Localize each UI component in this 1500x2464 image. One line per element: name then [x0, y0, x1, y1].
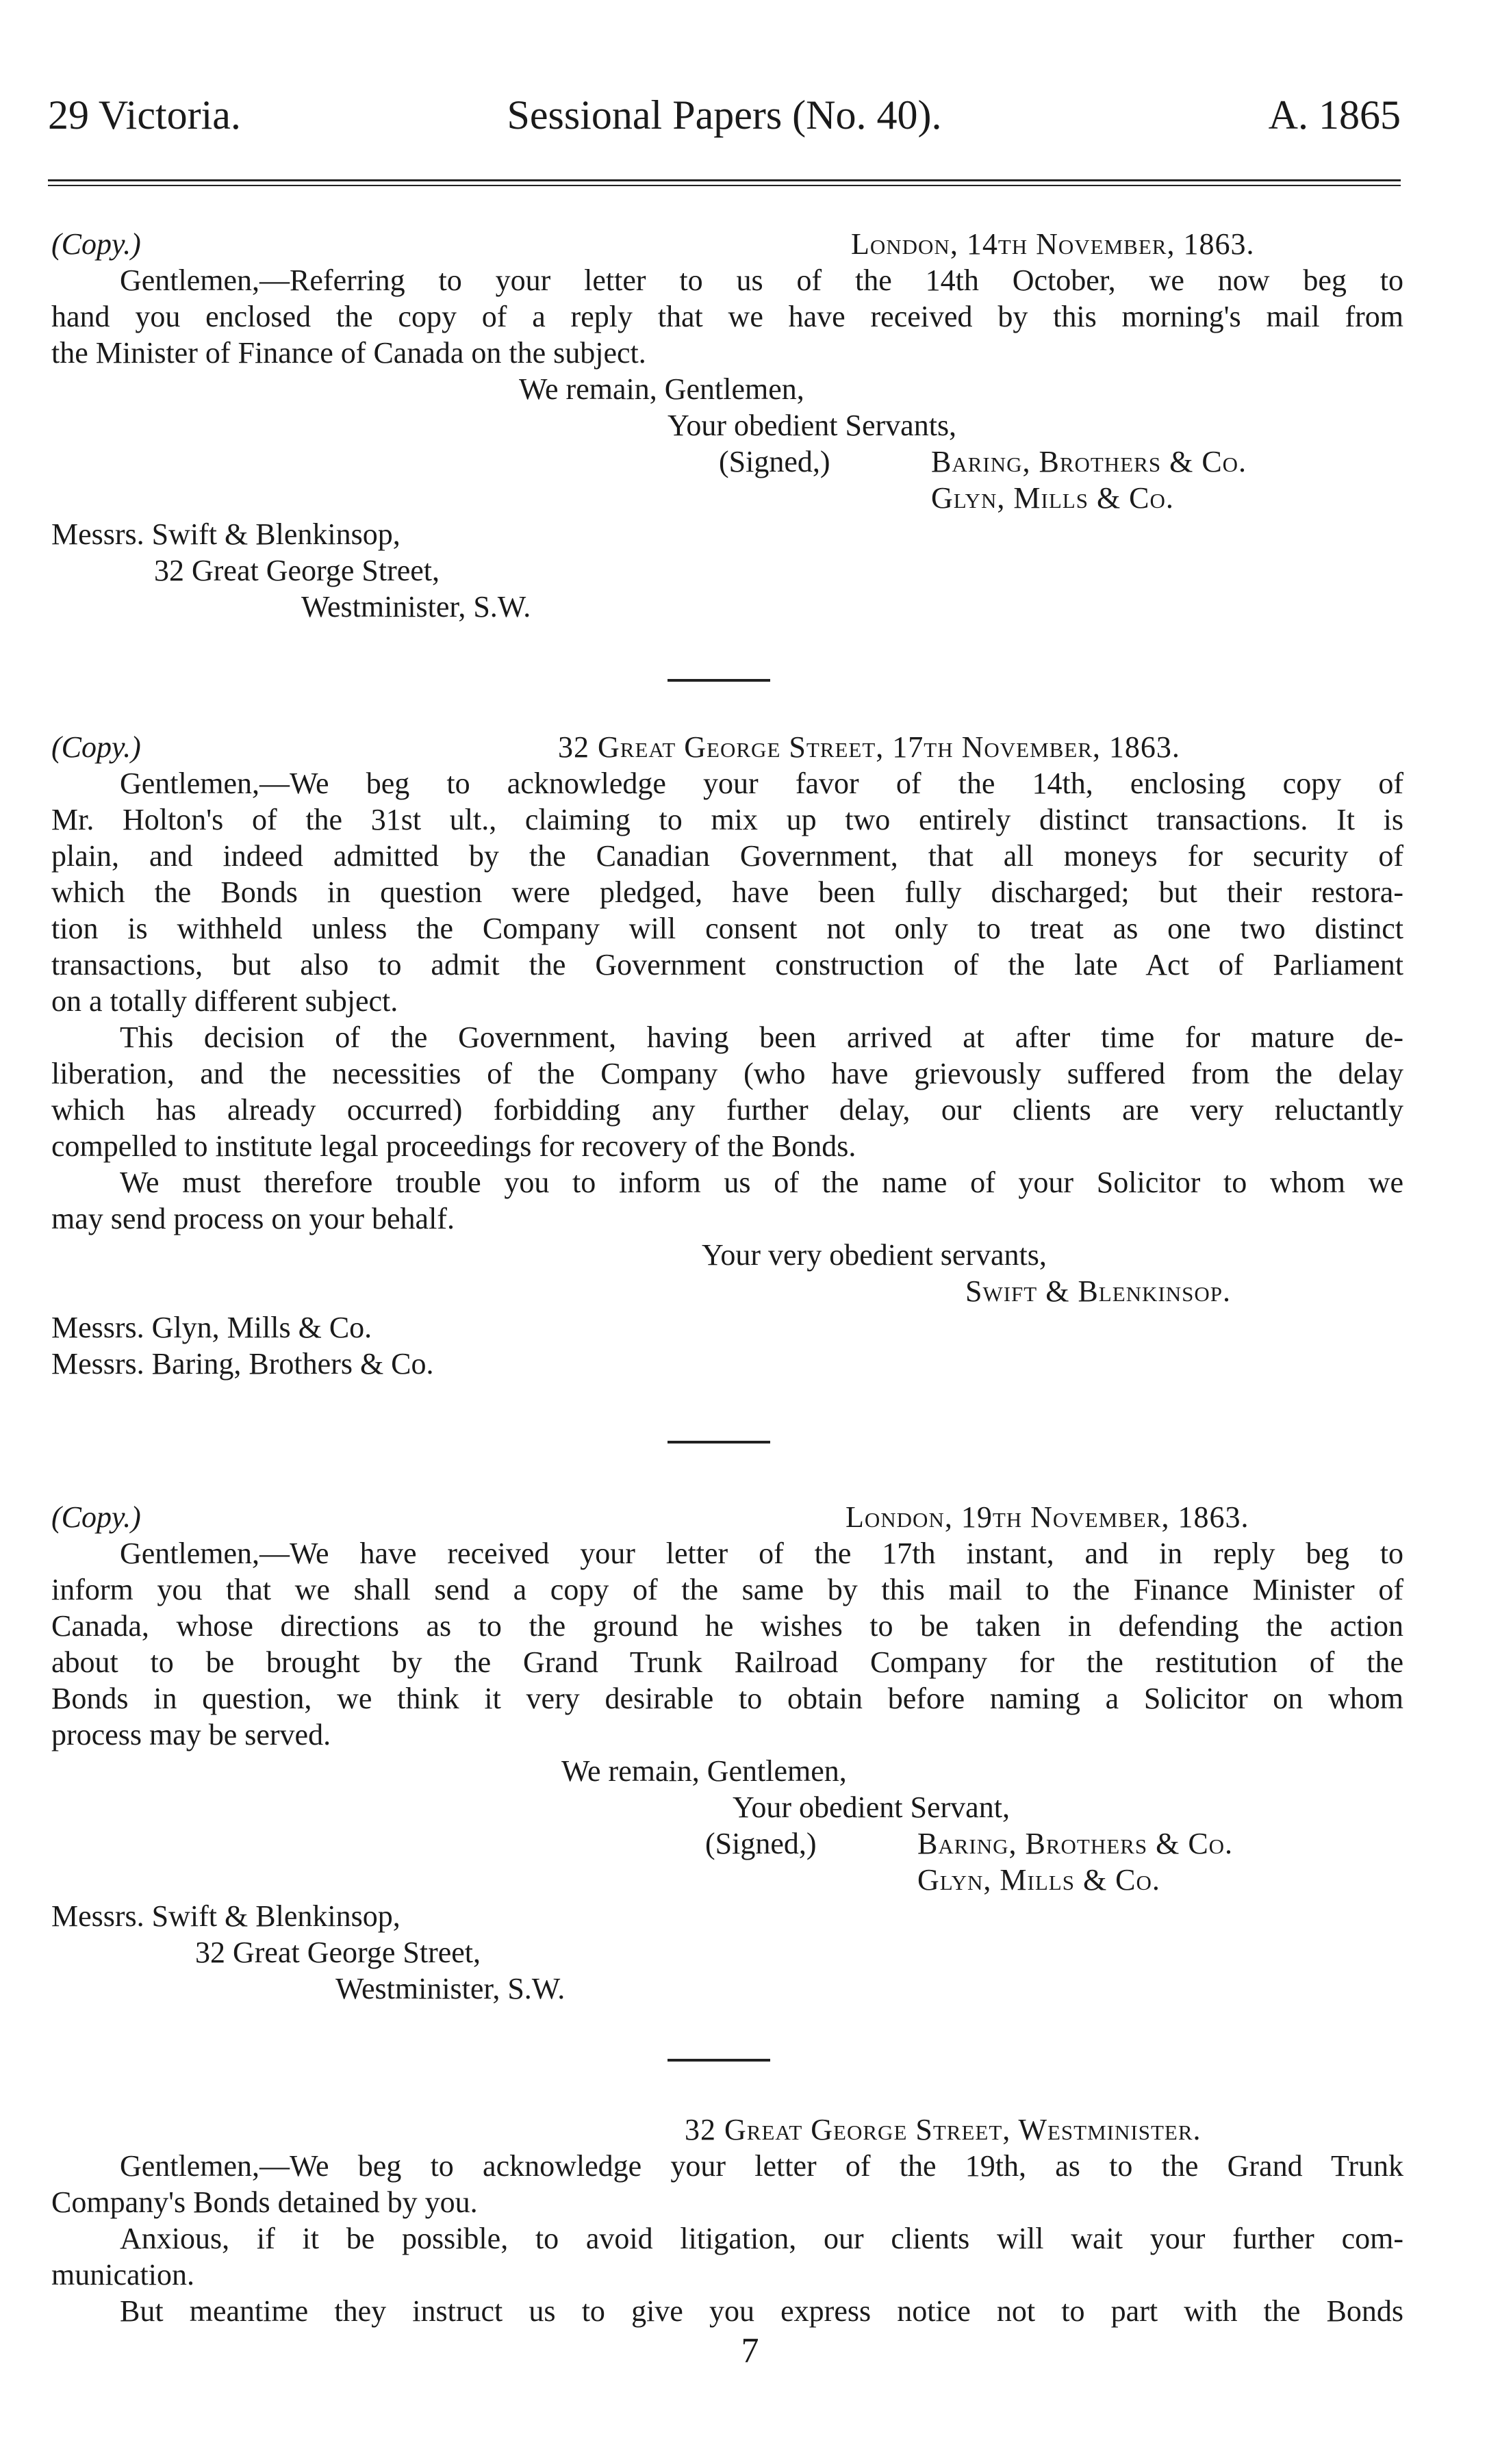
body-line: Mr. Holton's of the 31st ult., claiming to mix up two entirely distinct transactions. It is	[51, 803, 1403, 836]
header-rule	[48, 179, 1401, 186]
place-date: London, 19th November, 1863.	[846, 1500, 1249, 1534]
header-session: 29 Victoria.	[48, 92, 241, 138]
header-year: A. 1865	[1268, 92, 1401, 138]
body-line: Canada, whose directions as to the ground he wishes to be taken in defending the action	[51, 1609, 1403, 1643]
signature: Baring, Brothers & Co.	[917, 1827, 1234, 1860]
place-date: London, 14th November, 1863.	[851, 227, 1255, 261]
signature: Glyn, Mills & Co.	[917, 1863, 1160, 1897]
section-divider	[668, 2059, 770, 2062]
body-line: which the Bonds in question were pledged, have been fully discharged; but their restora-	[51, 875, 1403, 909]
body-line: may send process on your behalf.	[51, 1202, 455, 1235]
signed-label: (Signed,)	[705, 1827, 817, 1860]
letter-1	[51, 226, 1403, 625]
body-line: the Minister of Finance of Canada on the subject.	[51, 336, 646, 370]
body-line: process may be served.	[51, 1718, 331, 1751]
address-line: 32 Great George Street,	[154, 554, 440, 587]
body-line: transactions, but also to admit the Government construction of the late Act of Parliament	[51, 948, 1403, 981]
body-line: This decision of the Government, having been arrived at after time for mature de-	[120, 1021, 1403, 1054]
copy-label: (Copy.)	[51, 1500, 141, 1534]
body-line: Gentlemen,—We beg to acknowledge your favor of the 14th, enclosing copy of	[120, 767, 1403, 800]
body-line: Bonds in question, we think it very desirable to obtain before naming a Solicitor on whom	[51, 1682, 1403, 1715]
section-divider	[668, 679, 770, 682]
closing-line: We remain, Gentlemen,	[519, 372, 804, 406]
address-line: Messrs. Glyn, Mills & Co.	[51, 1311, 372, 1344]
body-line: which has already occurred) forbidding any further delay, our clients are very reluctantly	[51, 1093, 1403, 1127]
letter-2	[51, 729, 1403, 1382]
body-line: plain, and indeed admitted by the Canadian Government, that all moneys for security of	[51, 839, 1403, 873]
copy-label: (Copy.)	[51, 227, 141, 261]
address-line: Messrs. Swift & Blenkinsop,	[51, 517, 401, 551]
body-line: on a totally different subject.	[51, 984, 398, 1018]
letter-3	[51, 1499, 1403, 2007]
body-line: Anxious, if it be possible, to avoid litigation, our clients will wait your further com-	[120, 2222, 1403, 2255]
body-line: Company's Bonds detained by you.	[51, 2185, 478, 2219]
address-line: Messrs. Baring, Brothers & Co.	[51, 1347, 434, 1381]
page-number: 7	[741, 2331, 759, 2370]
place-line: 32 Great George Street, Westminister.	[685, 2113, 1202, 2146]
body-line: We must therefore trouble you to inform us of the name of your Solicitor to whom we	[120, 1166, 1403, 1199]
closing-line: We remain, Gentlemen,	[561, 1754, 847, 1788]
body-line: inform you that we shall send a copy of the same by this mail to the Finance Minister of	[51, 1573, 1403, 1606]
running-header	[48, 88, 1401, 142]
address-line: 32 Great George Street,	[195, 1936, 481, 1969]
body-line: munication.	[51, 2258, 194, 2292]
body-line: liberation, and the necessities of the Company (who have grievously suffered from the delay	[51, 1057, 1403, 1090]
header-title: Sessional Papers (No. 40).	[507, 92, 942, 138]
body-line: tion is withheld unless the Company will consent not only to treat as one two distinct	[51, 912, 1403, 945]
signed-label: (Signed,)	[719, 445, 830, 478]
closing-line: Your obedient Servant,	[733, 1791, 1010, 1824]
body-line: Gentlemen,—We beg to acknowledge your letter of the 19th, as to the Grand Trunk	[120, 2149, 1403, 2183]
body-line: about to be brought by the Grand Trunk Railroad Company for the restitution of the	[51, 1645, 1403, 1679]
body-line: But meantime they instruct us to give you express notice not to part with the Bonds	[120, 2294, 1403, 2328]
signature: Swift & Blenkinsop.	[965, 1274, 1232, 1308]
body-line: Gentlemen,—Referring to your letter to us of the 14th October, we now beg to	[120, 264, 1403, 297]
address-line: Messrs. Swift & Blenkinsop,	[51, 1899, 401, 1933]
letter-4	[51, 2112, 1403, 2329]
address-line: Westminister, S.W.	[335, 1972, 565, 2005]
body-line: compelled to institute legal proceedings for recovery of the Bonds.	[51, 1129, 856, 1163]
place-date: 32 Great George Street, 17th November, 1863.	[558, 730, 1180, 764]
address-line: Westminister, S.W.	[301, 590, 531, 624]
signature: Glyn, Mills & Co.	[931, 481, 1174, 515]
section-divider	[668, 1441, 770, 1443]
body-line: Gentlemen,—We have received your letter of the 17th instant, and in reply beg to	[120, 1537, 1403, 1570]
signature: Baring, Brothers & Co.	[931, 445, 1247, 478]
closing-line: Your very obedient servants,	[702, 1238, 1047, 1272]
copy-label: (Copy.)	[51, 730, 141, 764]
body-line: hand you enclosed the copy of a reply that we have received by this morning's mail from	[51, 300, 1403, 333]
closing-line: Your obedient Servants,	[668, 409, 957, 442]
